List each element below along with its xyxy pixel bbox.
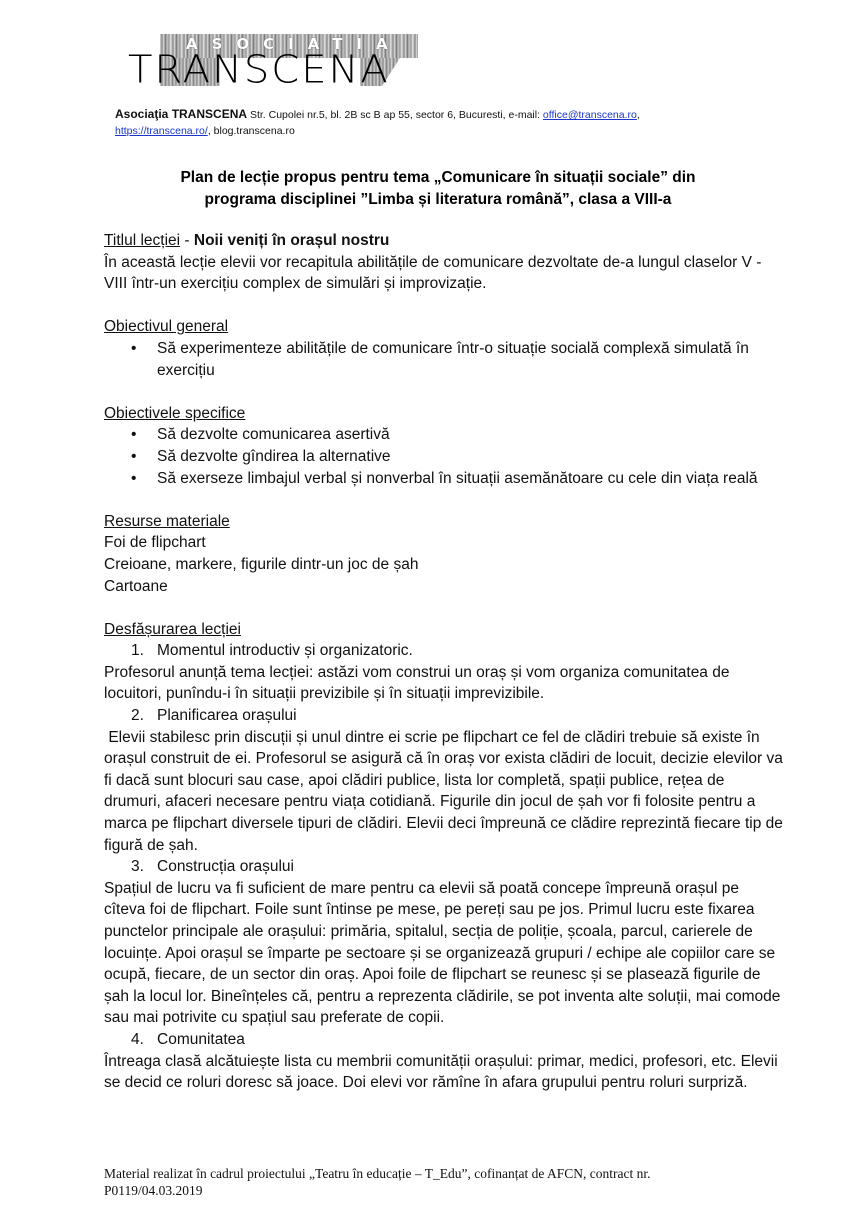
list-item: • Să exerseze limbajul verbal și nonverbal în situații asemănătoare cu cele din viața reală [104,468,784,490]
general-objective-heading: Obiectivul general [104,318,229,336]
lesson-flow-heading: Desfășurarea lecției [104,620,241,638]
title-line-2: programa disciplinei ”Limba și literatura română”, clasa a VIII-a [204,191,672,208]
lesson-title-label: Titlul lecției [104,232,181,249]
specific-objectives-heading: Obiectivele specifice [104,404,246,422]
lesson-description: În această lecție elevii vor recapitula abilitățile de comunicare dezvoltate de-a lungul claselor V - VIII într-un exercițiu complex de simulări și improvizație. [104,253,762,293]
resources-heading: Resurse materiale [104,512,230,530]
step-text: Elevii stabilesc prin discuții și unul dintre ei scrie pe flipchart ce fel de clădiri trebuie să existe în orașul construit de ei. Profesorul se asigură că în oraș vor exista clădiri de locuit, decizie elevilor va fi dacă sunt blocuri sau case, apoi clădiri publice, lista lor completă, spații publice, rețea de drumuri, afaceri necesare pentru viața cotidiană. Figurile din jocul de șah vor fi folosite pentru a marca pe flipchart diversele tipuri de clădiri. Elevii deci împreună ce clădire reprezintă fiecare tip de figură de șah. [104,728,788,854]
step-title-text: Planificarea orașului [157,707,297,725]
list-item: • Să dezvolte gîndirea la alternative [104,446,784,468]
footer-line-2: P0119/04.03.2019 [104,1183,203,1198]
step-number: 1. [131,642,144,660]
lesson-title-value: Noii veniți în orașul nostru [193,232,390,249]
resources-section [104,511,784,597]
organization-info [115,106,735,139]
specific-objectives-section [104,403,784,489]
document-title [100,167,776,211]
title-line-1: Plan de lecție propus pentru tema „Comunicare în situații sociale” din [180,169,696,186]
email-suffix: , [636,109,640,121]
step-title [104,856,784,878]
org-name: Asociaţia TRANSCENA [115,107,248,121]
transcena-logo [128,30,438,92]
website-link[interactable]: https://transcena.ro/ [115,125,208,137]
logo-asociatia-text: ASOCIATIA [186,35,402,53]
step-title-text: Comunitatea [157,1030,245,1048]
step-title-text: Momentul introductiv și organizatoric. [157,642,413,660]
footer-line-1: Material realizat în cadrul proiectului „Teatru în educație – T_Edu”, cofinanțat de AFCN, contract nr. [104,1166,651,1181]
lesson-title-section [104,230,784,295]
resource-item: Creioane, markere, figurile dintr-un joc de șah [104,555,419,573]
lesson-flow-section [104,619,788,1094]
email-link[interactable]: office@transcena.ro [542,109,637,121]
step-number: 4. [131,1030,144,1048]
resource-item: Foi de flipchart [104,534,206,552]
resource-item: Cartoane [104,577,168,595]
website-separator: , [207,125,214,137]
lesson-title-separator: - [180,232,194,249]
blog-text: blog.transcena.ro [213,125,295,137]
step-text: Profesorul anunță tema lecției: astăzi vom construi un oraș și vom organiza comunitatea de locuitori, punîndu-i în situații previzibile și în situații imprevizibile. [104,663,730,703]
step-title-text: Construcția orașului [157,858,294,876]
org-address: Str. Cupolei nr.5, bl. 2B sc B ap 55, sector 6, Bucuresti, e-mail: [247,109,543,121]
list-item: • Să dezvolte comunicarea asertivă [104,424,784,446]
step-number: 3. [131,858,144,876]
step-title [104,1029,784,1051]
step-text: Spațiul de lucru va fi suficient de mare pentru ca elevii să poată concepe împreună orașul pe cîteva foi de flipchart. Foile sunt întinse pe mese, pe pereți sau pe jos. Primul lucru este fixarea punctelor principale ale orașului: primăria, spitalul, secția de poliție, școala, parcul, carierele de locuințe. Apoi orașul se împarte pe sectoare și se organizează grupuri / echipe ale copiilor care se ocupă, fiecare, de un sector din oraș. Apoi foile de flipchart se reunesc și se plasează figurile de șah la locul lor. Bineînțeles că, pentru a reprezenta clădirile, se pot inventa alte soluții, mai comode sau mai potrivite cu spațiul sau preferate de copii. [104,879,781,1027]
logo-transcena-text: TRANSCENA [128,48,390,92]
step-number: 2. [131,707,144,725]
step-title [104,640,784,662]
step-text: Întreaga clasă alcătuiește lista cu membrii comunității orașului: primar, medici, profesori, etc. Elevii se decid ce roluri doresc să joace. Doi elevi vor rămîne în afara grupului pentru roluri surpriză. [104,1052,778,1092]
list-item: • Să experimenteze abilitățile de comunicare într-o situație socială complexă simulată în exercițiu [104,338,784,381]
document-body [104,230,788,1094]
general-objective-section [104,316,784,381]
step-title [104,705,784,727]
page-footer [104,1165,744,1199]
